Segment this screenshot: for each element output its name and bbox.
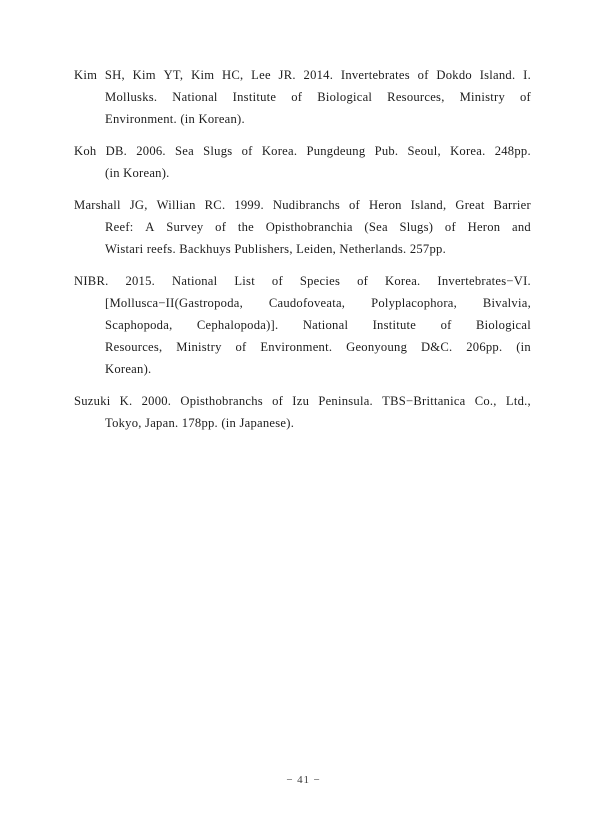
reference-line (74, 390, 531, 412)
word: Species (299, 274, 341, 288)
word: Kim (74, 68, 98, 82)
word: 2015. (125, 274, 156, 288)
word: of (440, 318, 452, 332)
word: 2014. (303, 68, 334, 82)
word: Resources, (105, 340, 163, 354)
word: Invertebrates (340, 68, 410, 82)
word: Survey (166, 220, 204, 234)
reference-line: Korean). (105, 362, 152, 376)
word: Island, (410, 198, 447, 212)
word: [Mollusca−II(Gastropoda, (105, 296, 243, 310)
word: Ministry (176, 340, 222, 354)
word: of (417, 68, 429, 82)
word: National (172, 90, 218, 104)
word: Pungdeung (306, 144, 366, 158)
word: the (237, 220, 255, 234)
word: Peninsula. (318, 394, 373, 408)
word: Opisthobranchia (265, 220, 353, 234)
word: Biological (475, 318, 531, 332)
word: SH, (104, 68, 125, 82)
word: of (271, 274, 283, 288)
word: Biological (317, 90, 373, 104)
word: Great (455, 198, 485, 212)
word: National (172, 274, 218, 288)
word: of (272, 394, 284, 408)
word: HC, (222, 68, 244, 82)
word: Ministry (459, 90, 505, 104)
word: (Sea (364, 220, 388, 234)
word: Kim (132, 68, 156, 82)
page-number: − 41 − (286, 774, 321, 786)
reference-entry (74, 140, 531, 184)
word: of (235, 340, 247, 354)
word: Mollusks. (105, 90, 158, 104)
word: Barrier (493, 198, 531, 212)
word: TBS−Brittanica (382, 394, 466, 408)
reference-line: Environment. (in Korean). (105, 112, 245, 126)
word: Seoul, (407, 144, 441, 158)
word: Kim (191, 68, 215, 82)
word: Opisthobranchs (180, 394, 263, 408)
page-footer (0, 770, 607, 788)
reference-line (74, 194, 531, 216)
word: Izu (292, 394, 310, 408)
word: NIBR. (74, 274, 109, 288)
word: of (357, 274, 369, 288)
word: Environment. (260, 340, 333, 354)
word: Institute (372, 318, 417, 332)
word: 2006. (136, 144, 166, 158)
word: Ltd., (505, 394, 531, 408)
reference-line: (in Korean). (105, 166, 170, 180)
reference-line (74, 64, 531, 86)
reference-list (74, 64, 531, 444)
word: Invertebrates−VI. (437, 274, 531, 288)
word: Resources, (387, 90, 445, 104)
word: A (145, 220, 155, 234)
word: Co., (474, 394, 497, 408)
word: of (291, 90, 303, 104)
word: Suzuki (74, 394, 111, 408)
word: of (241, 144, 253, 158)
word: DB. (105, 144, 128, 158)
word: Caudofoveata, (268, 296, 346, 310)
reference-line (74, 270, 531, 292)
word: Slugs) (399, 220, 434, 234)
word: JR. (278, 68, 296, 82)
word: RC. (204, 198, 226, 212)
word: Polyplacophora, (371, 296, 458, 310)
word: Cephalopoda)]. (196, 318, 279, 332)
word: Sea (175, 144, 194, 158)
word: Institute (232, 90, 277, 104)
word: YT, (163, 68, 184, 82)
word: Marshall (74, 198, 121, 212)
word: 2000. (141, 394, 172, 408)
word: National (302, 318, 349, 332)
reference-line: Tokyo, Japan. 178pp. (in Japanese). (105, 416, 295, 430)
word: Korea. (261, 144, 298, 158)
word: 1999. (234, 198, 264, 212)
reference-line (74, 216, 531, 238)
reference-line (74, 314, 531, 336)
word: of (349, 198, 360, 212)
word: 206pp. (466, 340, 503, 354)
word: List (234, 274, 255, 288)
word: Geonyoung (346, 340, 408, 354)
word: Island. (479, 68, 516, 82)
word: Koh (74, 144, 97, 158)
word: Heron (467, 220, 501, 234)
reference-entry (74, 64, 531, 130)
word: Reef: (105, 220, 134, 234)
word: Lee (251, 68, 271, 82)
word: (in (516, 340, 531, 354)
word: Heron (368, 198, 402, 212)
word: Nudibranchs (272, 198, 341, 212)
reference-line (74, 86, 531, 108)
reference-line: Wistari reefs. Backhuys Publishers, Leiden, Netherlands. 257pp. (105, 242, 446, 256)
reference-line (74, 140, 531, 162)
word: of (519, 90, 531, 104)
word: Scaphopoda, (105, 318, 173, 332)
reference-entry (74, 194, 531, 260)
reference-entry (74, 390, 531, 434)
word: Pub. (374, 144, 399, 158)
word: I. (523, 68, 531, 82)
word: Bivalvia, (482, 296, 531, 310)
word: Slugs (203, 144, 233, 158)
reference-line (74, 336, 531, 358)
word: D&C. (420, 340, 453, 354)
word: Willian (156, 198, 196, 212)
word: Dokdo (436, 68, 472, 82)
word: JG, (129, 198, 148, 212)
reference-line (74, 292, 531, 314)
word: 248pp. (494, 144, 531, 158)
word: of (215, 220, 227, 234)
reference-entry (74, 270, 531, 380)
word: K. (119, 394, 133, 408)
word: Korea. (450, 144, 486, 158)
word: of (444, 220, 456, 234)
word: and (512, 220, 531, 234)
word: Korea. (385, 274, 421, 288)
